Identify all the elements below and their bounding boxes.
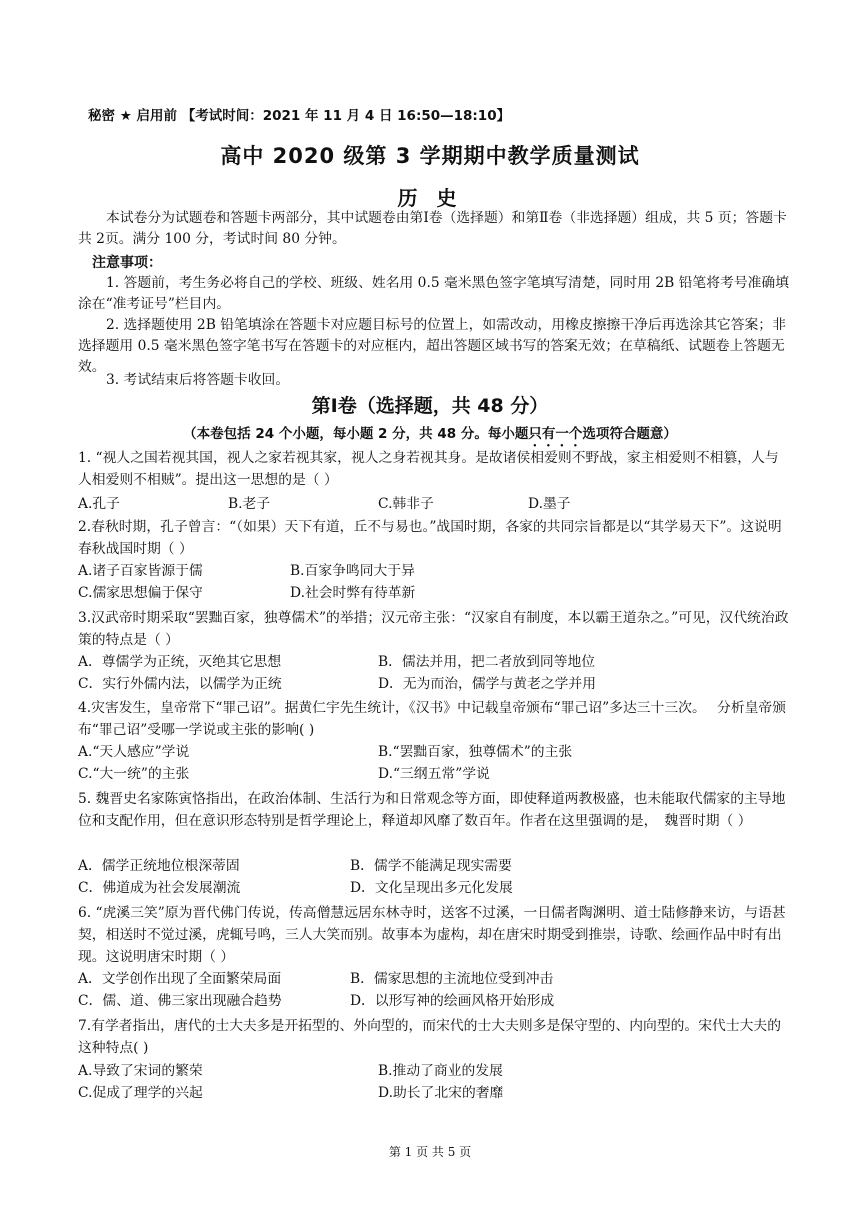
question-5-option-c[interactable]: C．佛道成为社会发展潮流 [78,880,241,896]
question-1-option-a[interactable]: A.孔子 [78,496,120,512]
question-5-option-b[interactable]: B．儒学不能满足现实需要 [350,858,512,874]
question-6-stem: 6. “虎溪三笑”原为晋代佛门传说，传高僧慧远居东林寺时，送客不过溪，一日儒者陶渊明、道士陆修静来访，与语甚契，相送时不觉过溪，虎辄号鸣，三人大笑而别。故事本为虚构，却在唐宋时期受到推崇，诗歌、绘画作品中时有出现。这说明唐宋时期（ ） [78,905,786,965]
question-7-stem: 7.有学者指出，唐代的士大夫多是开拓型的、外向型的，而宋代的士大夫则多是保守型的、内向型的。宋代士大夫的这种特点( ) [78,1018,782,1056]
page-footer: 第 1 页 共 5 页 [388,1145,472,1159]
question-7-option-b[interactable]: B.推动了商业的发展 [378,1063,503,1079]
section-subtitle-emphasis: 只有一个 [528,426,583,442]
question-5-option-a[interactable]: A．儒学正统地位根深蒂固 [78,858,240,874]
question-4-option-c[interactable]: C.“大一统”的主张 [78,766,190,782]
section-subtitle-post: 选项符合题意） [582,426,677,442]
section-title: 第Ⅰ卷（选择题，共 48 分） [311,395,549,417]
question-6-option-c[interactable]: C．儒、道、佛三家出现融合趋势 [78,993,282,1009]
question-3-option-d[interactable]: D．无为而治，儒学与黄老之学并用 [378,676,597,692]
section-subtitle-pre: （本卷包括 24 个小题，每小题 2 分，共 48 分。每小题 [183,426,529,442]
intro-paragraph: 本试卷分为试题卷和答题卡两部分，其中试题卷由第Ⅰ卷（选择题）和第Ⅱ卷（非选择题）组成，共 5 页；答题卡共 2页。满分 100 分，考试时间 80 分钟。 [78,210,787,247]
section-subtitle [0,422,860,450]
question-2-option-b[interactable]: B.百家争鸣同大于异 [290,563,415,579]
question-7-option-c[interactable]: C.促成了理学的兴起 [78,1085,203,1101]
question-5-stem: 5. 魏晋史名家陈寅恪指出，在政治体制、生活行为和日常观念等方面，即使释道两教极盛，也未能取代儒家的主导地位和支配作用，但在意识形态特别是哲学理论上，释道却风靡了数百年。作者在这里强调的是， 魏晋时期（ ） [78,791,786,829]
question-1-stem: 1. “视人之国若视其国，视人之家若视其家，视人之身若视其身。是故诸侯相爱则不野战，家主相爱则不相篡，人与人相爱则不相贼”。提出这一思想的是（ ） [78,450,779,488]
exam-title: 高中 2020 级第 3 学期期中教学质量测试 [220,144,640,168]
question-6-option-b[interactable]: B．儒家思想的主流地位受到冲击 [350,971,554,987]
question-6-option-d[interactable]: D．以形写神的绘画风格开始形成 [350,993,555,1009]
question-7-option-d[interactable]: D.助长了北宋的奢靡 [378,1085,504,1101]
question-2-option-d[interactable]: D.社会时弊有待革新 [290,585,416,601]
question-1-option-b[interactable]: B.老子 [228,496,271,512]
question-2-option-c[interactable]: C.儒家思想偏于保守 [78,585,203,601]
question-6-option-a[interactable]: A．文学创作出现了全面繁荣局面 [78,971,282,987]
question-2-option-a[interactable]: A.诸子百家皆源于儒 [78,563,203,579]
question-3-option-c[interactable]: C．实行外儒内法，以儒学为正统 [78,676,282,692]
question-3-option-a[interactable]: A．尊儒学为正统，灭绝其它思想 [78,654,282,670]
question-1-option-d[interactable]: D.墨子 [528,496,571,512]
question-2-stem: 2.春秋时期，孔子曾言：“（如果）天下有道，丘不与易也。”战国时期，各家的共同宗旨都是以“其学易天下”。这说明春秋战国时期（ ） [78,519,782,557]
subject-title: 历 史 [397,186,463,210]
question-1-option-c[interactable]: C.韩非子 [378,496,434,512]
question-4-option-d[interactable]: D.“三纲五常”学说 [378,766,490,782]
question-4-option-b[interactable]: B.“罢黜百家，独尊儒术”的主张 [378,744,573,760]
question-5-option-d[interactable]: D．文化呈现出多元化发展 [350,880,513,896]
question-3-option-b[interactable]: B．儒法并用，把二者放到同等地位 [378,654,596,670]
confidential-header: 秘密 ★ 启用前 【考试时间：2021 年 11 月 4 日 16:50—18:10】 [88,108,511,124]
notice-title: 注意事项： [92,255,162,271]
notice-item-1: 1. 答题前，考生务必将自己的学校、班级、姓名用 0.5 毫米黑色签字笔填写清楚，同时用 2B 铅笔将考号准确填涂在“准考证号”栏目内。 [78,275,790,312]
notice-item-2: 2. 选择题使用 2B 铅笔填涂在答题卡对应题目标号的位置上，如需改动，用橡皮擦擦干净后再选涂其它答案；非选择题用 0.5 毫米黑色签字笔书写在答题卡的对应框内，超出答题区域书写的答案无效；在草稿纸、试题卷上答题无效。 [78,317,786,375]
notice-item-3: 3. 考试结束后将答题卡收回。 [106,372,290,388]
question-4-stem: 4.灾害发生，皇帝常下“罪己诏”。据黄仁宇先生统计，《汉书》中记载皇帝颁布“罪己诏”多达三十三次。 分析皇帝颁布“罪己诏”受哪一学说或主张的影响( ) [78,700,787,738]
question-3-stem: 3.汉武帝时期采取“罢黜百家，独尊儒术”的举措；汉元帝主张：“汉家自有制度，本以霸王道杂之。”可见，汉代统治政策的特点是（ ） [78,610,789,648]
question-4-option-a[interactable]: A.“天人感应”学说 [78,744,190,760]
question-7-option-a[interactable]: A.导致了宋词的繁荣 [78,1063,203,1079]
